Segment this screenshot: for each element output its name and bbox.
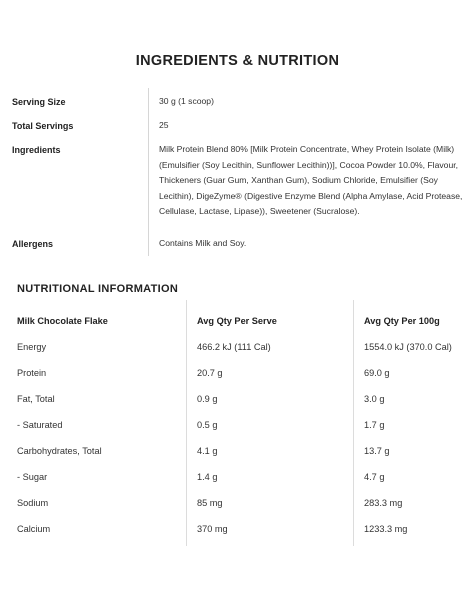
info-label: Allergens: [12, 239, 54, 249]
per-serve-value: 1.4 g: [197, 472, 218, 482]
per-serve-value: 0.5 g: [197, 420, 218, 430]
per-100g-value: 69.0 g: [364, 368, 390, 378]
per-serve-value: 20.7 g: [197, 368, 223, 378]
table-header-row: [17, 308, 467, 334]
per-serve-value: 466.2 kJ (111 Cal): [197, 342, 271, 352]
column-header: Milk Chocolate Flake: [17, 316, 108, 326]
per-serve-value: 0.9 g: [197, 394, 218, 404]
table-row: [17, 490, 467, 516]
nutrient-name: Energy: [17, 342, 47, 352]
per-100g-value: 283.3 mg: [364, 498, 403, 508]
nutrient-name: Calcium: [17, 524, 51, 534]
info-value: Contains Milk and Soy.: [159, 238, 247, 248]
info-value: 25: [159, 120, 169, 130]
table-row: [17, 464, 467, 490]
nutrient-name: Sodium: [17, 498, 49, 508]
section-title: INGREDIENTS & NUTRITION: [135, 53, 340, 69]
per-100g-value: 4.7 g: [364, 472, 385, 482]
per-serve-value: 4.1 g: [197, 446, 218, 456]
column-header: Avg Qty Per 100g: [364, 316, 440, 326]
info-divider: [148, 88, 149, 256]
table-row: [17, 412, 467, 438]
info-value: 30 g (1 scoop): [159, 96, 214, 106]
info-label: Total Servings: [12, 121, 74, 131]
table-row: [17, 334, 467, 360]
per-100g-value: 1233.3 mg: [364, 524, 408, 534]
nutrition-heading: NUTRITIONAL INFORMATION: [17, 283, 179, 295]
table-row: [17, 360, 467, 386]
per-serve-value: 370 mg: [197, 524, 228, 534]
info-label: Ingredients: [12, 145, 61, 155]
table-row: [17, 386, 467, 412]
per-100g-value: 13.7 g: [364, 446, 390, 456]
nutrient-name: - Saturated: [17, 420, 63, 430]
column-header: Avg Qty Per Serve: [197, 316, 277, 326]
per-serve-value: 85 mg: [197, 498, 223, 508]
per-100g-value: 3.0 g: [364, 394, 385, 404]
table-row: [17, 516, 467, 542]
nutrient-name: Carbohydrates, Total: [17, 446, 102, 456]
nutrient-name: - Sugar: [17, 472, 48, 482]
per-100g-value: 1.7 g: [364, 420, 385, 430]
per-100g-value: 1554.0 kJ (370.0 Cal): [364, 342, 452, 352]
nutrient-name: Protein: [17, 368, 47, 378]
table-row: [17, 438, 467, 464]
info-value: Milk Protein Blend 80% [Milk Protein Concentrate, Whey Protein Isolate (Milk) (Emulsifier (Soy Lecithin, Sunflower Lecithin))], Cocoa Powder 10.0%, Flavour, Thickeners (Guar Gum, Xanthan Gum), Sodium Chloride, Emulsifier (Soy Lecithin), DigeZyme® (Digestive Enzyme Blend (Alpha Amylase, Acid Protease, Cellulase, Lactase, Lipase)), Sweetener (Sucralose).: [159, 144, 463, 216]
nutrient-name: Fat, Total: [17, 394, 55, 404]
info-label: Serving Size: [12, 97, 66, 107]
